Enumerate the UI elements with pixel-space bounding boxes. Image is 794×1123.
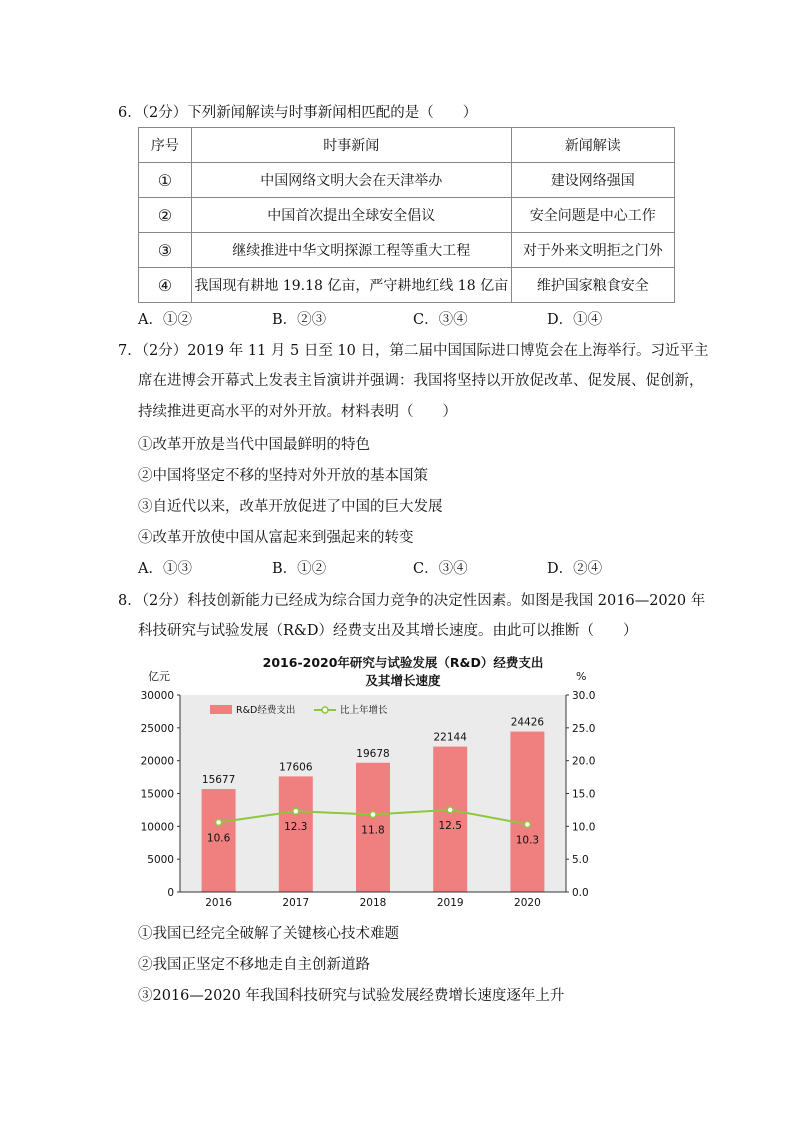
x-tick-label: 2018 [359, 897, 387, 909]
q7-option-a[interactable]: A．①③ [138, 561, 192, 577]
table-cell: 维护国家粮食安全 [511, 268, 674, 303]
growth-value-label: 12.5 [438, 819, 462, 832]
q7-statement: ④改革开放使中国从富起来到强起来的转变 [138, 530, 414, 546]
q7-option-b[interactable]: B．①② [272, 561, 327, 577]
q8-statement: ②我国正坚定不移地走自主创新道路 [138, 957, 370, 973]
bar-value-label: 17606 [279, 761, 313, 774]
table-cell: ③ [139, 233, 192, 268]
bar-value-label: 19678 [356, 747, 390, 760]
left-tick-label: 20000 [140, 755, 174, 768]
q8-stem-line: 科技研究与试验发展（R&D）经费支出及其增长速度。由此可以推断（ ） [138, 623, 638, 639]
bar-value-label: 22144 [433, 731, 467, 744]
legend-label: 比上年增长 [340, 705, 388, 716]
table-cell: 对于外来文明拒之门外 [511, 233, 674, 268]
left-tick-label: 0 [167, 887, 174, 899]
right-tick-label: 10.0 [572, 821, 596, 834]
q6-option-b[interactable]: B．②③ [272, 312, 327, 328]
right-tick-label: 20.0 [572, 755, 596, 768]
left-tick-label: 30000 [140, 690, 174, 702]
growth-value-label: 10.3 [515, 834, 540, 847]
legend-swatch-bar [210, 705, 232, 714]
bar-value-label: 15677 [201, 774, 236, 787]
table-cell: 继续推进中华文明探源工程等重大工程 [191, 233, 511, 268]
chart-title-line-2: 及其增长速度 [365, 673, 441, 688]
q8-statement: ③2016—2020 年我国科技研究与试验发展经费增长速度逐年上升 [138, 988, 565, 1004]
q7-stem-line: 7．（2分）2019 年 11 月 5 日至 10 日，第二届中国国际进口博览会在上海举行。习近平主 [118, 343, 709, 359]
left-tick-label: 15000 [140, 788, 174, 801]
q6-option-d[interactable]: D．①④ [547, 312, 603, 328]
growth-value-label: 12.3 [284, 821, 308, 834]
q8-stem-line: 8．（2分）科技创新能力已经成为综合国力竞争的决定性因素。如图是我国 2016—2020 年 [118, 593, 706, 609]
legend-swatch-point [322, 707, 328, 713]
table-cell: 建设网络强国 [511, 163, 674, 198]
x-tick-label: 2016 [205, 897, 232, 909]
growth-value-label: 11.8 [361, 824, 385, 837]
right-tick-label: 5.0 [572, 854, 589, 867]
table-cell: ④ [139, 268, 192, 303]
q7-statement: ②中国将坚定不移的坚持对外开放的基本国策 [138, 468, 428, 484]
growth-point [293, 808, 299, 814]
chart-title-line-1: 2016-2020年研究与试验发展（R&D）经费支出 [262, 655, 544, 670]
q6-option-c[interactable]: C．③④ [413, 312, 468, 328]
x-tick-label: 2017 [282, 897, 310, 909]
bar [279, 776, 313, 892]
rd-expenditure-chart [130, 650, 610, 915]
right-tick-label: 30.0 [572, 690, 596, 702]
q7-stem-line: 席在进博会开幕式上发表主旨演讲并强调：我国将坚持以开放促改革、促发展、促创新， [138, 373, 704, 389]
bar-value-label: 24426 [510, 716, 545, 729]
q7-statement: ①改革开放是当代中国最鲜明的特色 [138, 437, 370, 453]
q7-option-d[interactable]: D．②④ [547, 561, 603, 577]
table-header-row [139, 128, 675, 163]
table-header-cell: 新闻解读 [511, 128, 674, 163]
growth-value-label: 10.6 [206, 832, 231, 845]
q6-option-a[interactable]: A．①② [138, 312, 192, 328]
right-tick-label: 25.0 [572, 722, 596, 735]
q8-statement: ①我国已经完全破解了关键核心技术难题 [138, 926, 399, 942]
table-row [139, 198, 675, 233]
left-axis-unit: 亿元 [148, 670, 170, 683]
bar [510, 732, 544, 892]
table-row [139, 163, 675, 198]
left-tick-label: 5000 [147, 854, 174, 867]
left-tick-label: 10000 [140, 821, 174, 834]
growth-point [216, 819, 222, 825]
growth-point [370, 812, 376, 818]
table-cell: 安全问题是中心工作 [511, 198, 674, 233]
x-tick-label: 2019 [436, 897, 464, 909]
table-header-cell: 序号 [139, 128, 192, 163]
x-tick-label: 2020 [514, 897, 541, 909]
table-cell: 中国首次提出全球安全倡议 [191, 198, 511, 233]
left-tick-label: 25000 [140, 722, 174, 735]
right-tick-label: 0.0 [572, 887, 589, 899]
table-row [139, 268, 675, 303]
legend-label: R&D经费支出 [236, 705, 296, 716]
q6-stem: 6．（2分）下列新闻解读与时事新闻相匹配的是（ ） [118, 105, 478, 121]
table-header-cell: 时事新闻 [191, 128, 511, 163]
q7-stem-line: 持续推进更高水平的对外开放。材料表明（ ） [138, 404, 457, 420]
right-tick-label: 15.0 [572, 788, 596, 801]
table-cell: 我国现有耕地 19.18 亿亩，严守耕地红线 18 亿亩 [191, 268, 511, 303]
news-table [138, 127, 675, 303]
table-row [139, 233, 675, 268]
q7-option-c[interactable]: C．③④ [413, 561, 468, 577]
right-axis-unit: % [576, 670, 587, 683]
q7-statement: ③自近代以来，改革开放促进了中国的巨大发展 [138, 499, 443, 515]
table-cell: 中国网络文明大会在天津举办 [191, 163, 511, 198]
table-cell: ① [139, 163, 192, 198]
growth-point [447, 807, 453, 813]
table-cell: ② [139, 198, 192, 233]
growth-point [524, 821, 530, 827]
